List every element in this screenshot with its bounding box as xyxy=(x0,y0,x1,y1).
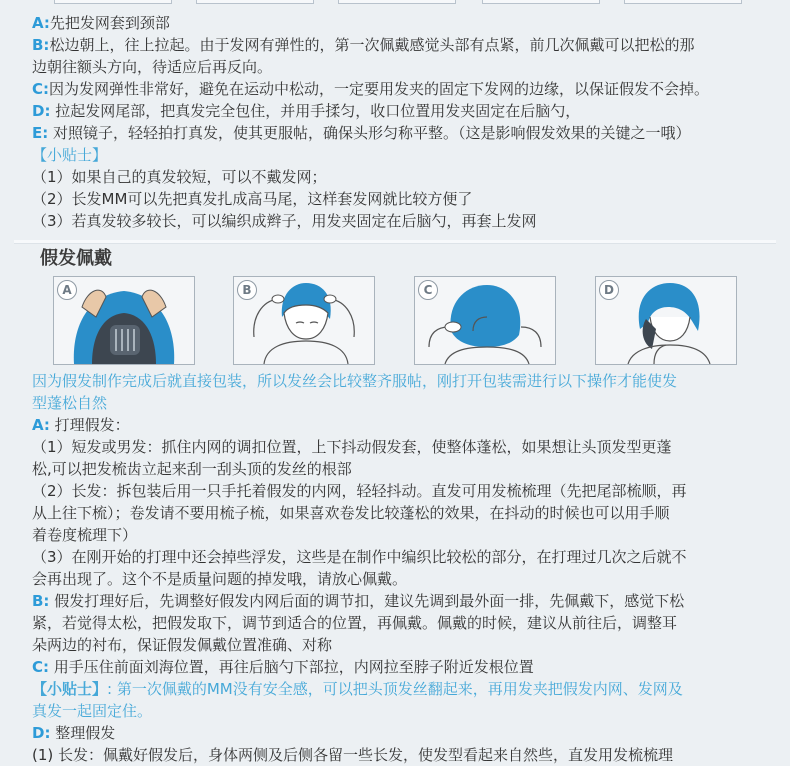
top-tab xyxy=(196,0,314,4)
panel-badge: B xyxy=(237,280,257,300)
tip-bottom-cont: 真发一起固定住。 xyxy=(32,702,153,720)
step-line: （1）短发或男发：抓住内网的调扣位置，上下抖动假发套，使整体蓬松，如果想让头顶发型更蓬 xyxy=(32,438,672,456)
step-line: 会再出现了。这个不是质量问题的掉发哦，请放心佩戴。 xyxy=(32,570,408,588)
step-c: C: 用手压住前面刘海位置，再往后脑勺下部拉，内网拉至脖子附近发根位置 xyxy=(32,658,534,676)
step-c-top: C:因为发网弹性非常好，避免在运动中松动，一定要用发夹的固定下发网的边缘，以保证假发不会掉。 xyxy=(32,80,710,98)
panel-badge: D xyxy=(599,280,619,300)
tip-item: （2）长发MM可以先把真发扎成高马尾，这样套发网就比较方便了 xyxy=(32,190,473,208)
step-line: 从上往下梳）；卷发请不要用梳子梳，如果喜欢卷发比较蓬松的效果，在抖动的时候也可以用手顺 xyxy=(32,504,670,522)
top-tab xyxy=(338,0,456,4)
intro-line: 型蓬松自然 xyxy=(32,394,108,412)
section-title: 假发佩戴 xyxy=(40,248,112,269)
step-line: （3）在刚开始的打理中还会掉些浮发，这些是在制作中编织比较松的部分，在打理过几次之后就不 xyxy=(32,548,687,566)
section-divider xyxy=(14,240,776,244)
step-b: B: 假发打理好后，先调整好假发内网后面的调节扣，建议先调到最外面一排，先佩戴下，感觉下松 xyxy=(32,592,685,610)
panel-badge: C xyxy=(418,280,438,300)
step-line: 朵两边的衬布，保证假发佩戴位置准确、对称 xyxy=(32,636,333,654)
panel-a xyxy=(53,276,195,365)
tip-item: （3）若真发较多较长，可以编织成辫子，用发夹固定在后脑勺，再套上发网 xyxy=(32,212,537,230)
panel-badge: A xyxy=(57,280,77,300)
panel-b xyxy=(233,276,375,365)
step-b-top: B:松边朝上，往上拉起。由于发网有弹性的，第一次佩戴感觉头部有点紧，前几次佩戴可以把松的那 xyxy=(32,36,695,54)
step-a-top: A:先把发网套到颈部 xyxy=(32,14,170,32)
step-line: （2）长发：拆包装后用一只手托着假发的内网，轻轻抖动。直发可用发梳梳理（先把尾部梳顺，再 xyxy=(32,482,687,500)
intro-line: 因为假发制作完成后就直接包装，所以发丝会比较整齐服帖，刚打开包装需进行以下操作才能使发 xyxy=(32,372,678,390)
step-line: 着卷度梳理下） xyxy=(32,526,138,544)
tip-item: （1）如果自己的真发较短，可以不戴发网； xyxy=(32,168,327,186)
step-b-top-cont: 边朝往额头方向，待适应后再反向。 xyxy=(32,58,273,76)
step-line: 松,可以把发梳齿立起来刮一刮头顶的发丝的根部 xyxy=(32,460,352,478)
step-line: 紧，若觉得太松，把假发取下，调节到适合的位置，再佩戴。佩戴的时候，建议从前往后，调整耳 xyxy=(32,614,678,632)
panel-d xyxy=(595,276,737,365)
panel-c xyxy=(414,276,556,365)
step-d-top: D: 拉起发网尾部，把真发完全包住，并用手揉匀，收口位置用发夹固定在后脑勺， xyxy=(32,102,581,120)
tips-title-top: 【小贴士】 xyxy=(32,146,108,164)
top-strip xyxy=(0,0,790,6)
top-tab xyxy=(54,0,172,4)
step-e-top: E: 对照镜子，轻轻拍打真发，使其更服帖，确保头形匀称平整。（这是影响假发效果的关键之一哦） xyxy=(32,124,691,142)
tip-bottom: 【小贴士】: 第一次佩戴的MM没有安全感，可以把头顶发丝翻起来，再用发夹把假发内网、发网及 xyxy=(32,680,683,698)
top-tab xyxy=(482,0,600,4)
step-a: A: 打理假发： xyxy=(32,416,130,434)
top-tab xyxy=(624,0,742,4)
last-line: (1) 长发：佩戴好假发后，身体两侧及后侧各留一些长发，使发型看起来自然些，直发用发梳梳理 xyxy=(32,746,674,764)
step-d: D: 整理假发 xyxy=(32,724,116,742)
